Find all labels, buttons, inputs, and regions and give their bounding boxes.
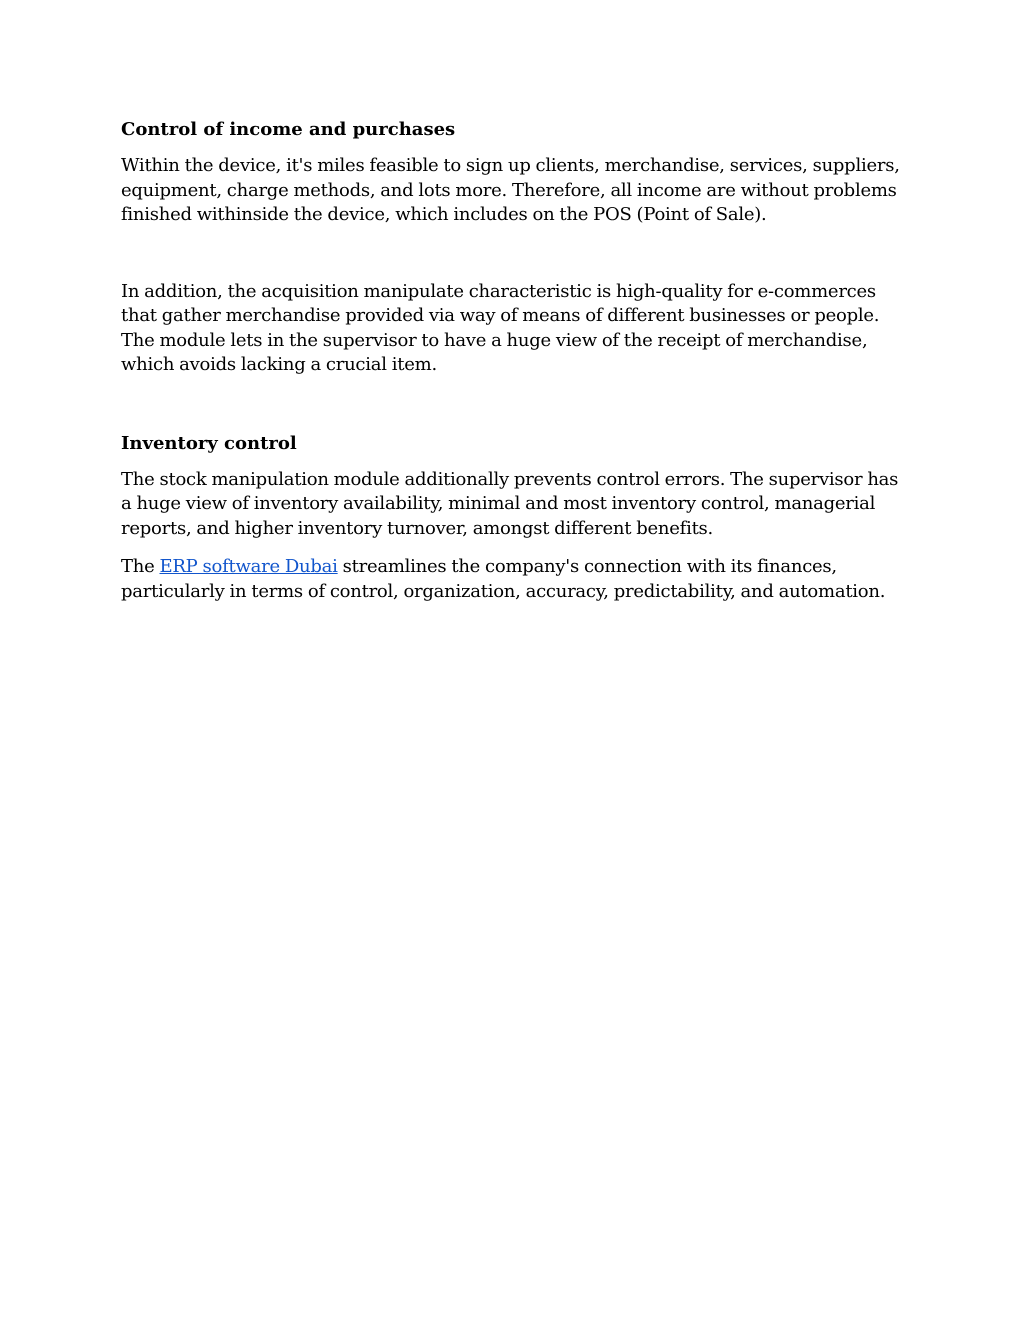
document-page: [121, 116, 911, 618]
paragraph-spacer: [121, 242, 911, 280]
paragraph-erp-suffix: streamlines the company's connection with its finances, particularly in terms of control, organization, accuracy, predictability, and automation.: [121, 556, 886, 602]
paragraph-erp-prefix: The: [121, 556, 160, 577]
erp-software-dubai-link[interactable]: ERP software Dubai: [159, 556, 338, 577]
paragraph-stock-module: The stock manipulation module additionally prevents control errors. The supervisor has a huge view of inventory availability, minimal and most inventory control, managerial reports, and higher inventory turnover, amongst different benefits.: [121, 468, 899, 539]
heading-inventory-control: Inventory control: [121, 432, 297, 454]
paragraph-spacer: [121, 392, 911, 430]
paragraph-income-devices: Within the device, it's miles feasible to sign up clients, merchandise, services, suppliers, equipment, charge methods, and lots more. Therefore, all income are without problems finished withinside the device, which includes on the POS (Point of Sale).: [121, 155, 900, 225]
paragraph-acquisition-control: In addition, the acquisition manipulate characteristic is high-quality for e-commerces that gather merchandise provided via way of means of different businesses or people. The module lets in the supervisor to have a huge view of the receipt of merchandise, which avoids lacking a crucial item.: [121, 280, 880, 375]
heading-income-purchases: Control of income and purchases: [121, 119, 456, 140]
paragraph-erp-dubai: [121, 555, 911, 604]
